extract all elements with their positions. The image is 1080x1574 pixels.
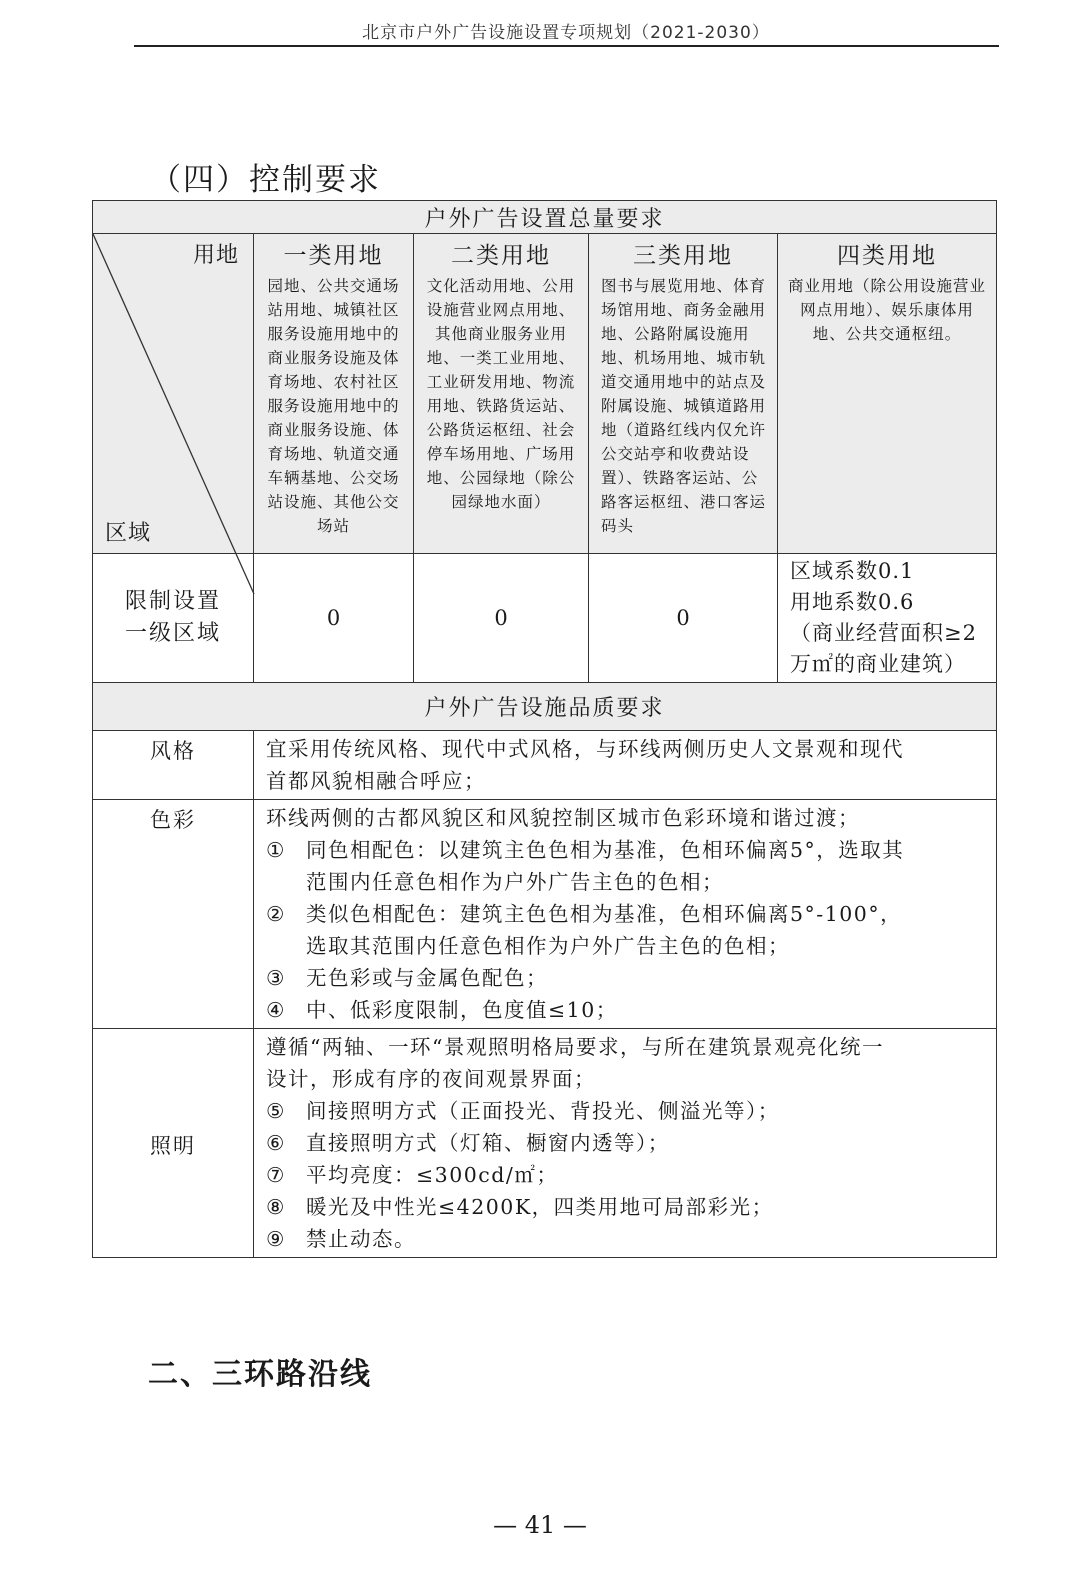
- quality-heading: 户外广告设施品质要求: [93, 683, 997, 731]
- lighting-item-8-num: ⑧: [266, 1195, 286, 1219]
- color-item-2-line-2: 选取其范围内任意色相作为户外广告主色的色相；: [306, 934, 790, 958]
- lighting-item-5-num: ⑤: [266, 1099, 286, 1123]
- category-3-desc: 图书与展览用地、体育场馆用地、商务金融用地、公路附属设施用地、机场用地、城市轨道交通用地中的站点及附属设施、城镇道路用地（道路红线内仅允许公交站亭和收费站设置）、铁路客运站、公路客运枢纽、港口客运码头: [601, 277, 767, 535]
- category-1-desc: 园地、公共交通场站用地、城镇社区服务设施用地中的商业服务设施及体育场地、农村社区服务设施用地中的商业服务设施、体育场地、轨道交通车辆基地、公交场站设施、其他公交场站: [267, 277, 400, 535]
- lighting-item-6: [266, 1127, 988, 1159]
- zone-value-2: 0: [414, 554, 589, 683]
- lighting-item-9-text: 禁止动态。: [306, 1227, 416, 1251]
- lighting-item-7-text: 平均亮度：≤300cd/㎡；: [306, 1163, 559, 1187]
- category-2-name: 二类用地: [451, 243, 551, 269]
- diagonal-line: [93, 234, 254, 554]
- color-item-2-num: ②: [266, 902, 286, 926]
- lighting-item-5-text: 间接照明方式（正面投光、背投光、侧溢光等）；: [306, 1099, 780, 1123]
- color-item-1: [266, 834, 988, 898]
- lighting-item-9: [266, 1223, 988, 1255]
- color-item-3-num: ③: [266, 966, 286, 990]
- diagonal-top-label: 用地: [192, 243, 239, 268]
- diagonal-header-cell: [93, 234, 254, 554]
- lighting-item-6-text: 直接照明方式（灯箱、橱窗内透等）；: [306, 1131, 670, 1155]
- style-line-2: 首都风貌相融合呼应；: [266, 769, 486, 793]
- coef-line-4: 万㎡的商业建筑）: [790, 652, 966, 676]
- lighting-label: 照明: [93, 1029, 254, 1258]
- color-item-2-line-1: 类似色相配色：建筑主色色相为基准，色相环偏离5°-100°，: [306, 902, 903, 926]
- zone-label-line-2: 一级区域: [124, 621, 221, 646]
- lighting-item-8: [266, 1191, 988, 1223]
- lighting-item-9-num: ⑨: [266, 1227, 286, 1251]
- style-label: 风格: [93, 731, 254, 800]
- zone-label-cell: [93, 554, 254, 683]
- color-item-3: [266, 962, 988, 994]
- running-header: 北京市户外广告设施设置专项规划（2021-2030）: [362, 23, 770, 43]
- quantity-heading: 户外广告设置总量要求: [93, 201, 997, 234]
- color-item-4: [266, 994, 988, 1026]
- color-label: 色彩: [93, 800, 254, 1029]
- lighting-intro-line-1: 遵循“两轴、一环“景观照明格局要求，与所在建筑景观亮化统一: [266, 1035, 884, 1059]
- color-item-1-num: ①: [266, 838, 286, 862]
- coef-line-3: （商业经营面积≥2: [790, 621, 977, 645]
- color-body: [254, 800, 997, 1029]
- coef-line-1: 区域系数0.1: [790, 559, 915, 583]
- lighting-item-6-num: ⑥: [266, 1131, 286, 1155]
- lighting-body: [254, 1029, 997, 1258]
- category-4-cell: [778, 234, 997, 554]
- color-item-2: [266, 898, 988, 962]
- lighting-item-7: [266, 1159, 988, 1191]
- style-body: [254, 731, 997, 800]
- control-requirements-table: [92, 200, 997, 1258]
- category-2-desc: 文化活动用地、公用设施营业网点用地、其他商业服务业用地、一类工业用地、工业研发用地、物流用地、铁路货运站、公路货运枢纽、社会停车场用地、广场用地、公园绿地（除公园绿地水面）: [426, 277, 576, 511]
- page-number: — 41 —: [493, 1511, 587, 1539]
- color-item-3-line-1: 无色彩或与金属色配色；: [306, 966, 548, 990]
- zone-coefficient-cell: [778, 554, 997, 683]
- lighting-intro-line-2: 设计，形成有序的夜间观景界面；: [266, 1067, 596, 1091]
- zone-value-3: 0: [589, 554, 778, 683]
- color-item-1-line-1: 同色相配色：以建筑主色色相为基准，色相环偏离5°，选取其: [306, 838, 905, 862]
- category-2-cell: [414, 234, 589, 554]
- diagonal-bottom-label: 区域: [105, 521, 152, 546]
- category-3-cell: [589, 234, 778, 554]
- color-intro: 环线两侧的古都风貌区和风貌控制区城市色彩环境和谐过渡；: [266, 806, 860, 830]
- header-rule: [134, 45, 999, 47]
- color-item-1-line-2: 范围内任意色相作为户外广告主色的色相；: [306, 870, 724, 894]
- category-4-desc: 商业用地（除公用设施营业网点用地）、娱乐康体用地、公共交通枢纽。: [787, 277, 986, 343]
- zone-value-1: 0: [254, 554, 414, 683]
- category-1-name: 一类用地: [283, 243, 384, 269]
- category-4-name: 四类用地: [837, 243, 937, 269]
- subsection-title: 二、三环路沿线: [148, 1357, 372, 1392]
- coef-line-2: 用地系数0.6: [790, 590, 915, 614]
- section-title: （四）控制要求: [150, 162, 381, 198]
- style-line-1: 宜采用传统风格、现代中式风格，与环线两侧历史人文景观和现代: [266, 737, 904, 761]
- lighting-item-5: [266, 1095, 988, 1127]
- lighting-item-7-num: ⑦: [266, 1163, 286, 1187]
- color-item-4-num: ④: [266, 998, 286, 1022]
- color-item-4-line-1: 中、低彩度限制，色度值≤10；: [306, 998, 618, 1022]
- category-3-name: 三类用地: [633, 243, 733, 269]
- lighting-item-8-text: 暖光及中性光≤4200K，四类用地可局部彩光；: [306, 1195, 774, 1219]
- category-1-cell: [254, 234, 414, 554]
- zone-label-line-1: 限制设置: [124, 589, 221, 614]
